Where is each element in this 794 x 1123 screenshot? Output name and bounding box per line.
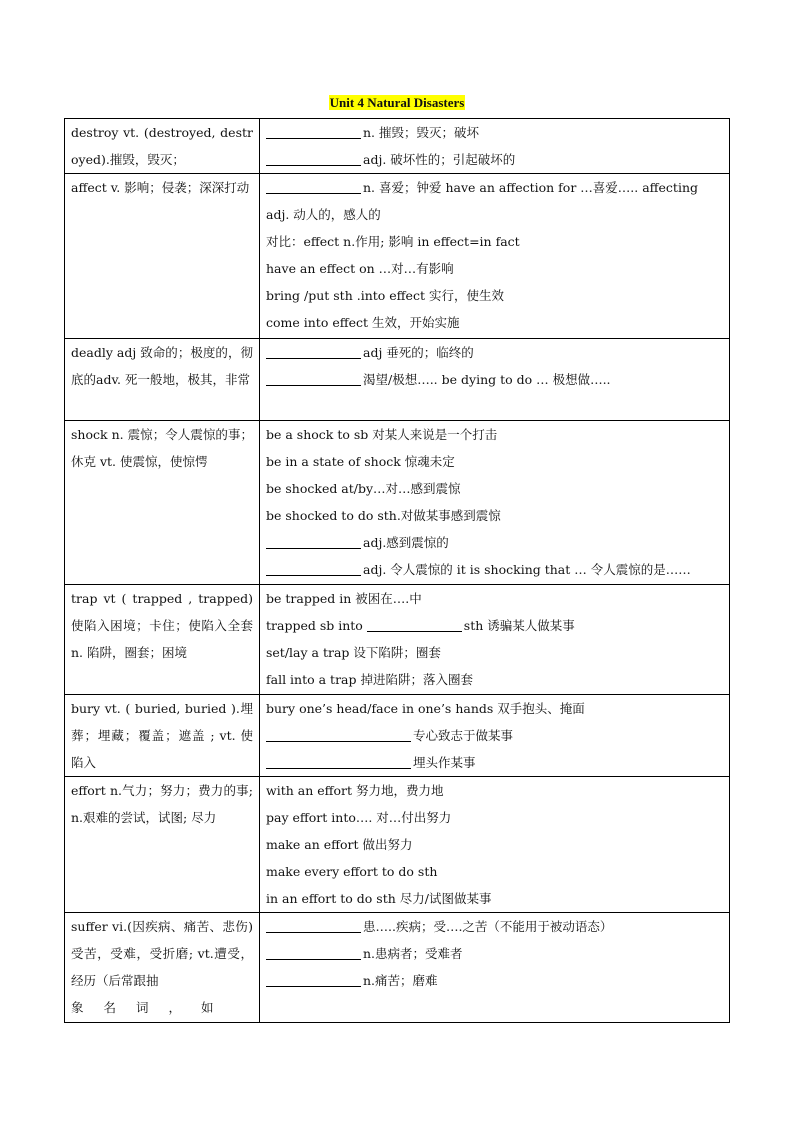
notes-cell (260, 119, 730, 174)
fill-in-blank (266, 178, 361, 194)
note-text: make every effort to do sth (266, 864, 438, 879)
word-definition: shock n. 震惊；令人震惊的事；休克 vt. 使震惊，使惊愕 (71, 427, 253, 469)
word-cell (65, 777, 260, 913)
note-text: 渴望/极想….. be dying to do … 极想做….. (363, 372, 611, 387)
note-line (266, 885, 723, 912)
note-line (266, 174, 723, 201)
note-line (266, 529, 723, 556)
note-text: adj. 动人的，感人的 (266, 207, 381, 222)
note-text: adj 垂死的；临终的 (363, 345, 474, 360)
note-line (266, 282, 723, 309)
note-text: be shocked at/by…对…感到震惊 (266, 481, 461, 496)
vocabulary-table-body (65, 119, 730, 1023)
table-row (65, 913, 730, 1023)
fill-in-blank (266, 971, 361, 987)
note-line (266, 585, 723, 612)
word-cell (65, 339, 260, 421)
word-definition: suffer vi.(因疾病、痛苦、悲伤)受苦，受难，受折磨; vt.遭受，经历（后常跟抽 (71, 919, 253, 988)
note-text: pay effort into…. 对…付出努力 (266, 810, 452, 825)
note-line (266, 858, 723, 885)
notes-cell (260, 339, 730, 421)
note-line (266, 366, 723, 393)
notes-cell (260, 174, 730, 339)
page-title: Unit 4 Natural Disasters (329, 95, 465, 110)
fill-in-blank (266, 944, 361, 960)
note-line (266, 777, 723, 804)
word-definition: destroy vt. (destroyed, destroyed).摧毁，毁灭； (71, 125, 253, 167)
note-text: have an effect on …对…有影响 (266, 261, 454, 276)
fill-in-blank (266, 753, 411, 769)
fill-in-blank (266, 726, 411, 742)
word-definition: affect v. 影响；侵袭；深深打动 (71, 180, 250, 195)
word-cell (65, 695, 260, 777)
fill-in-blank (266, 343, 361, 359)
note-text: 患…..疾病；受….之苦（不能用于被动语态） (363, 919, 613, 934)
note-line (266, 940, 723, 967)
note-line (266, 448, 723, 475)
word-cell (65, 174, 260, 339)
notes-cell (260, 585, 730, 695)
note-text: n. 摧毁；毁灭；破坏 (363, 125, 479, 140)
note-line (266, 556, 723, 583)
note-text: bring /put sth .into effect 实行，使生效 (266, 288, 504, 303)
note-line (266, 309, 723, 336)
note-line (266, 695, 723, 722)
note-text: bury one’s head/face in one’s hands 双手抱头、掩面 (266, 701, 585, 716)
word-cell (65, 585, 260, 695)
word-definition: deadly adj 致命的；极度的，彻底的adv. 死一般地，极其，非常 (71, 345, 253, 387)
note-text: n. 喜爱；钟爱 have an affection for …喜爱….. affecting (363, 180, 699, 195)
vocabulary-table (64, 118, 730, 1023)
note-text: set/lay a trap 设下陷阱；圈套 (266, 645, 441, 660)
note-text: be a shock to sb 对某人来说是一个打击 (266, 427, 498, 442)
notes-cell (260, 913, 730, 1023)
table-row (65, 339, 730, 421)
word-cell (65, 421, 260, 585)
notes-cell (260, 777, 730, 913)
note-line (266, 339, 723, 366)
fill-in-blank (266, 370, 361, 386)
table-row (65, 777, 730, 913)
word-definition-continued: 象名词，如 (71, 1000, 234, 1015)
note-line (266, 146, 723, 173)
note-text: n.患病者；受难者 (363, 946, 463, 961)
word-cell (65, 913, 260, 1023)
table-row (65, 119, 730, 174)
table-row (65, 421, 730, 585)
note-line (266, 831, 723, 858)
note-text: be shocked to do sth.对做某事感到震惊 (266, 508, 501, 523)
note-line (266, 913, 723, 940)
note-line (266, 722, 723, 749)
note-text: come into effect 生效，开始实施 (266, 315, 460, 330)
table-row (65, 695, 730, 777)
fill-in-blank (266, 533, 361, 549)
note-line (266, 475, 723, 502)
fill-in-blank (266, 560, 361, 576)
note-prefix: trapped sb into (266, 618, 367, 633)
note-text: 专心致志于做某事 (413, 728, 514, 743)
note-text: be trapped in 被困在….中 (266, 591, 422, 606)
note-text: adj.感到震惊的 (363, 535, 449, 550)
note-line (266, 228, 723, 255)
fill-in-blank (266, 917, 361, 933)
fill-in-blank (367, 616, 462, 632)
word-definition: bury vt. ( buried, buried ).埋葬；埋藏；覆盖；遮盖 ; vt. 使陷入 (71, 701, 253, 770)
note-line (266, 255, 723, 282)
word-definition: effort n.气力；努力；费力的事; n.艰难的尝试，试图; 尽力 (71, 783, 253, 825)
table-row (65, 585, 730, 695)
note-line (266, 639, 723, 666)
note-text: adj. 破坏性的；引起破坏的 (363, 152, 516, 167)
note-line (266, 967, 723, 994)
note-line (266, 612, 723, 639)
note-line (266, 502, 723, 529)
note-text: with an effort 努力地，费力地 (266, 783, 444, 798)
note-text: be in a state of shock 惊魂未定 (266, 454, 455, 469)
notes-cell (260, 695, 730, 777)
note-text: sth 诱骗某人做某事 (463, 618, 575, 633)
fill-in-blank (266, 150, 361, 166)
fill-in-blank (266, 123, 361, 139)
note-text: make an effort 做出努力 (266, 837, 413, 852)
word-definition: trap vt ( trapped , trapped) 使陷入困境；卡住；使陷入全套 n. 陷阱，圈套；困境 (71, 591, 253, 660)
word-cell (65, 119, 260, 174)
table-row (65, 174, 730, 339)
note-line (266, 804, 723, 831)
note-text: n.痛苦；磨难 (363, 973, 438, 988)
note-text: adj. 令人震惊的 it is shocking that … 令人震惊的是…… (363, 562, 691, 577)
note-text: fall into a trap 掉进陷阱；落入圈套 (266, 672, 473, 687)
note-text: in an effort to do sth 尽力/试图做某事 (266, 891, 492, 906)
note-line (266, 666, 723, 693)
note-line (266, 749, 723, 776)
notes-cell (260, 421, 730, 585)
note-line (266, 421, 723, 448)
note-line (266, 201, 723, 228)
note-line (266, 119, 723, 146)
note-text: 对比：effect n.作用; 影响 in effect=in fact (266, 234, 520, 249)
note-text: 埋头作某事 (413, 755, 476, 770)
